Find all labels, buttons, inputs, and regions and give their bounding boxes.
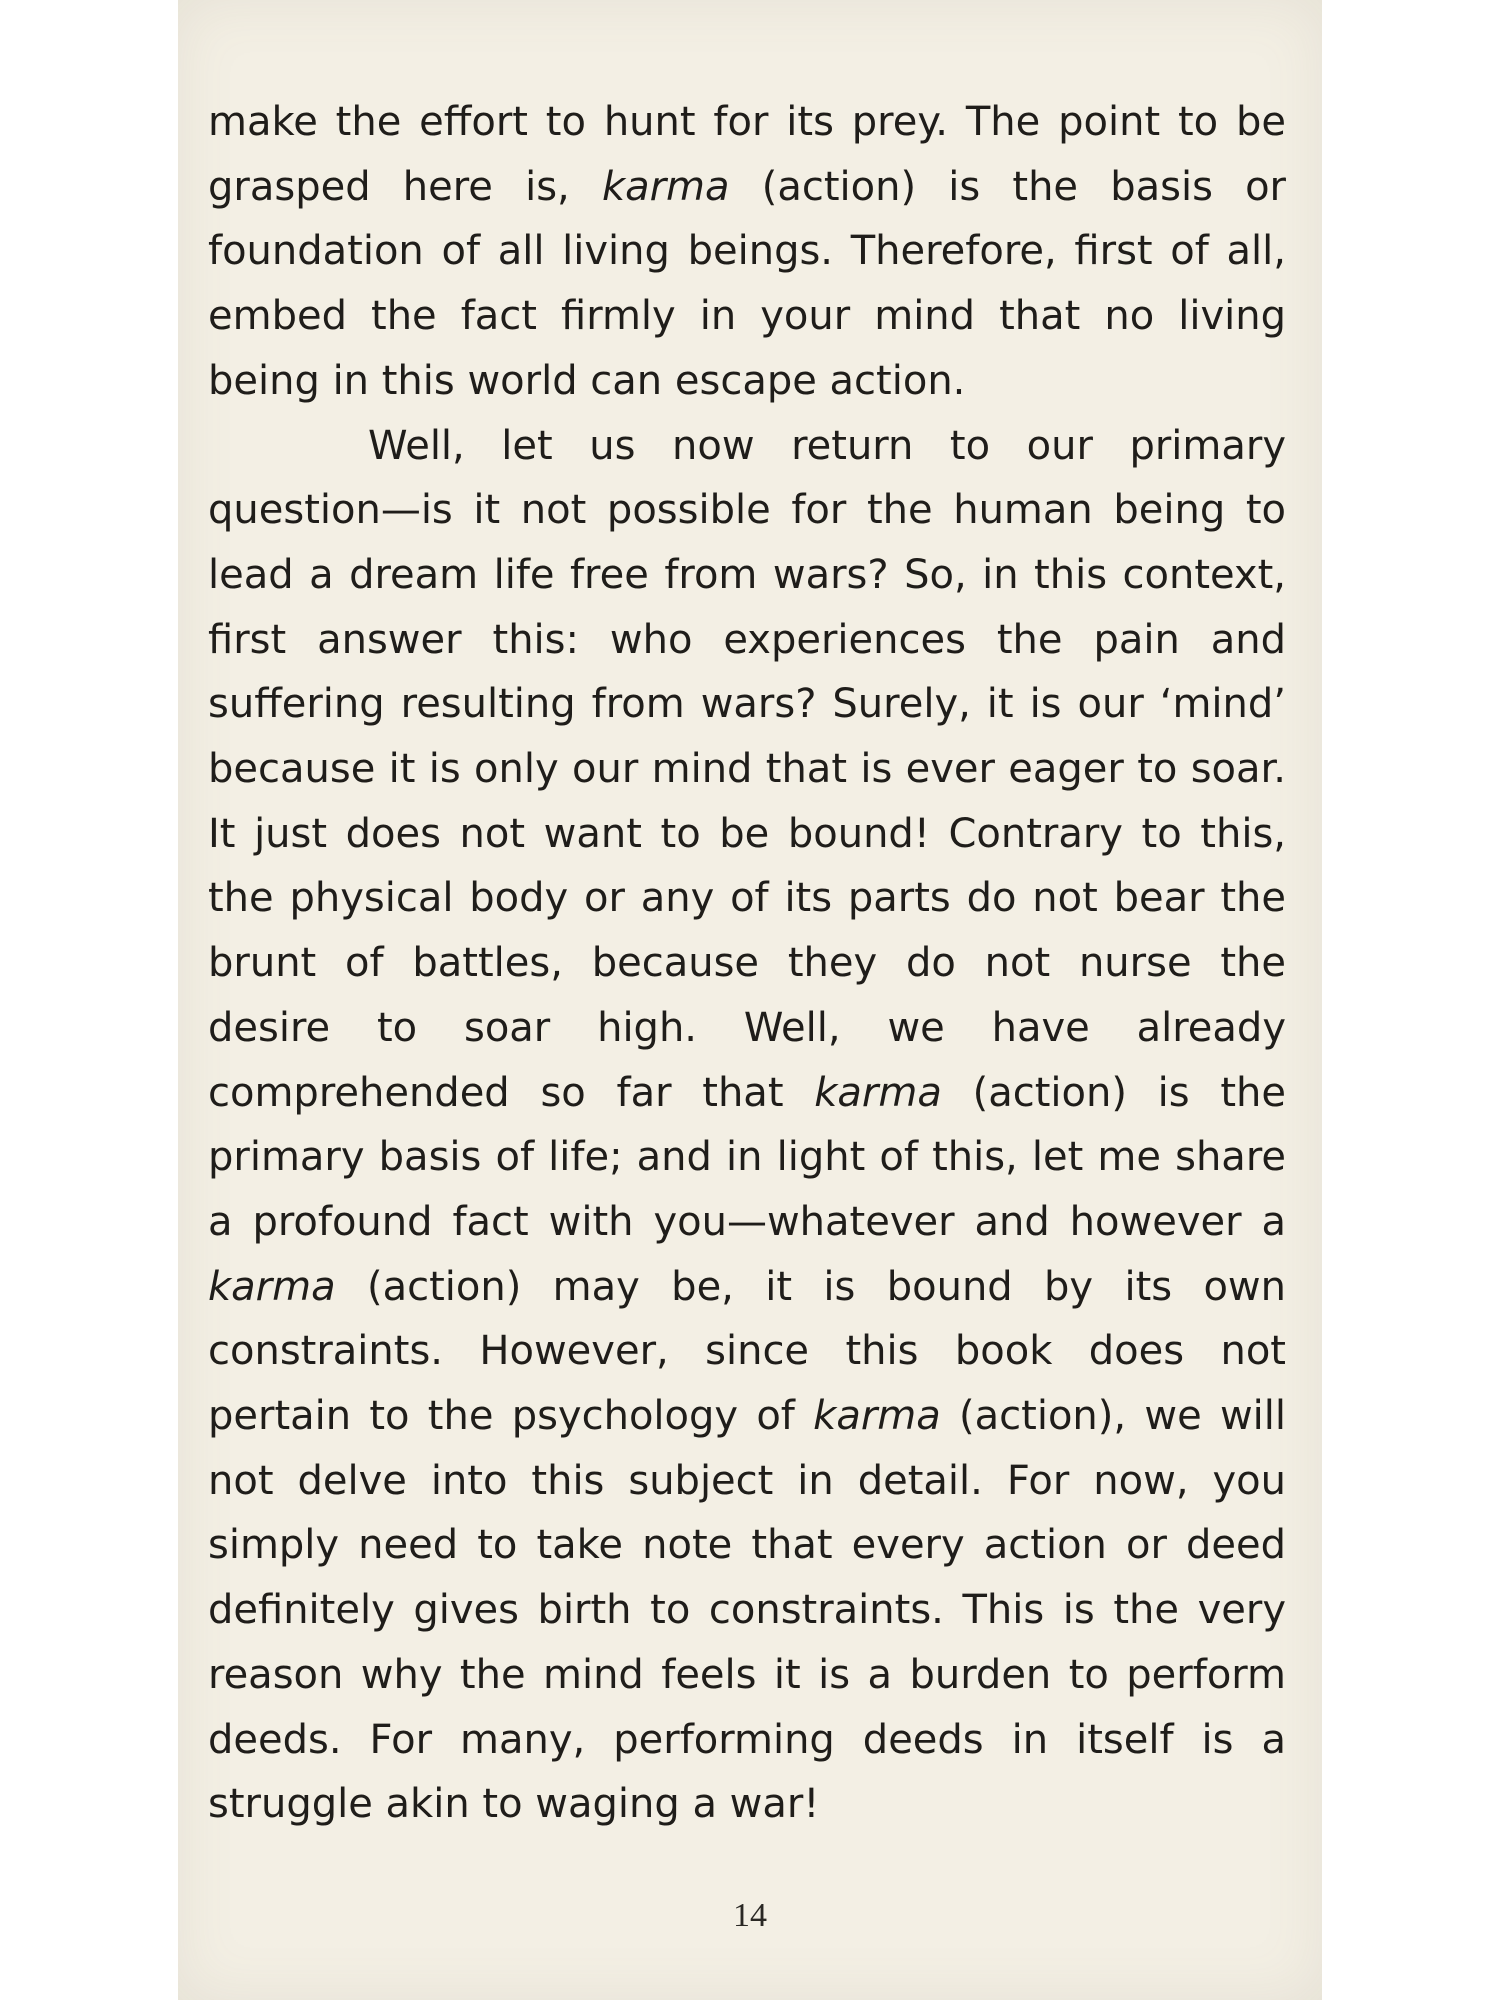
text-segment: Well, let us now return to our primary question—is it not possible for the human being to lead a dream life free from wars? So, in this context, first answer this: who experiences the pain and suffering resulting from wars? Surely, it is our ‘mind’ because it is only our mind that is ever eager to soar. It just does not want to be bound! Contrary to this, the physical body or any of its parts do not bear the brunt of battles, because they do not nurse the desire to soar high. Well, we have already comprehended so far that [208,422,1286,1116]
page-number: 14 [733,1897,767,1934]
text-segment: (action) is the basis or foundation of all living beings. Therefore, first of all, embed the fact firmly in your mind that no living being in this world can escape action. [208,163,1287,404]
italic-term: karma [208,1263,336,1310]
text-segment: make the effort to hunt for its prey. The point to be grasped here is, [208,99,1286,210]
paragraph [208,90,1286,414]
italic-term: karma [813,1393,941,1440]
italic-term: karma [601,163,730,210]
text-segment: (action) may be, it is bound by its own constraints. However, since this book does not pertain to the psychology of [208,1263,1286,1440]
paragraph [208,414,1286,1837]
text-segment: (action), we will not delve into this subject in detail. For now, you simply need to take note that every action or deed definitely gives birth to constraints. This is the very reason why the mind feels it is a burden to perform deeds. For many, performing deeds in itself is a struggle akin to waging a war! [208,1393,1286,1828]
italic-term: karma [814,1069,942,1116]
body-text [208,90,1286,1837]
book-page [178,0,1322,2000]
text-segment: (action) is the primary basis of life; and in light of this, let me share a profound fact with you—whatever and however a [208,1069,1287,1245]
